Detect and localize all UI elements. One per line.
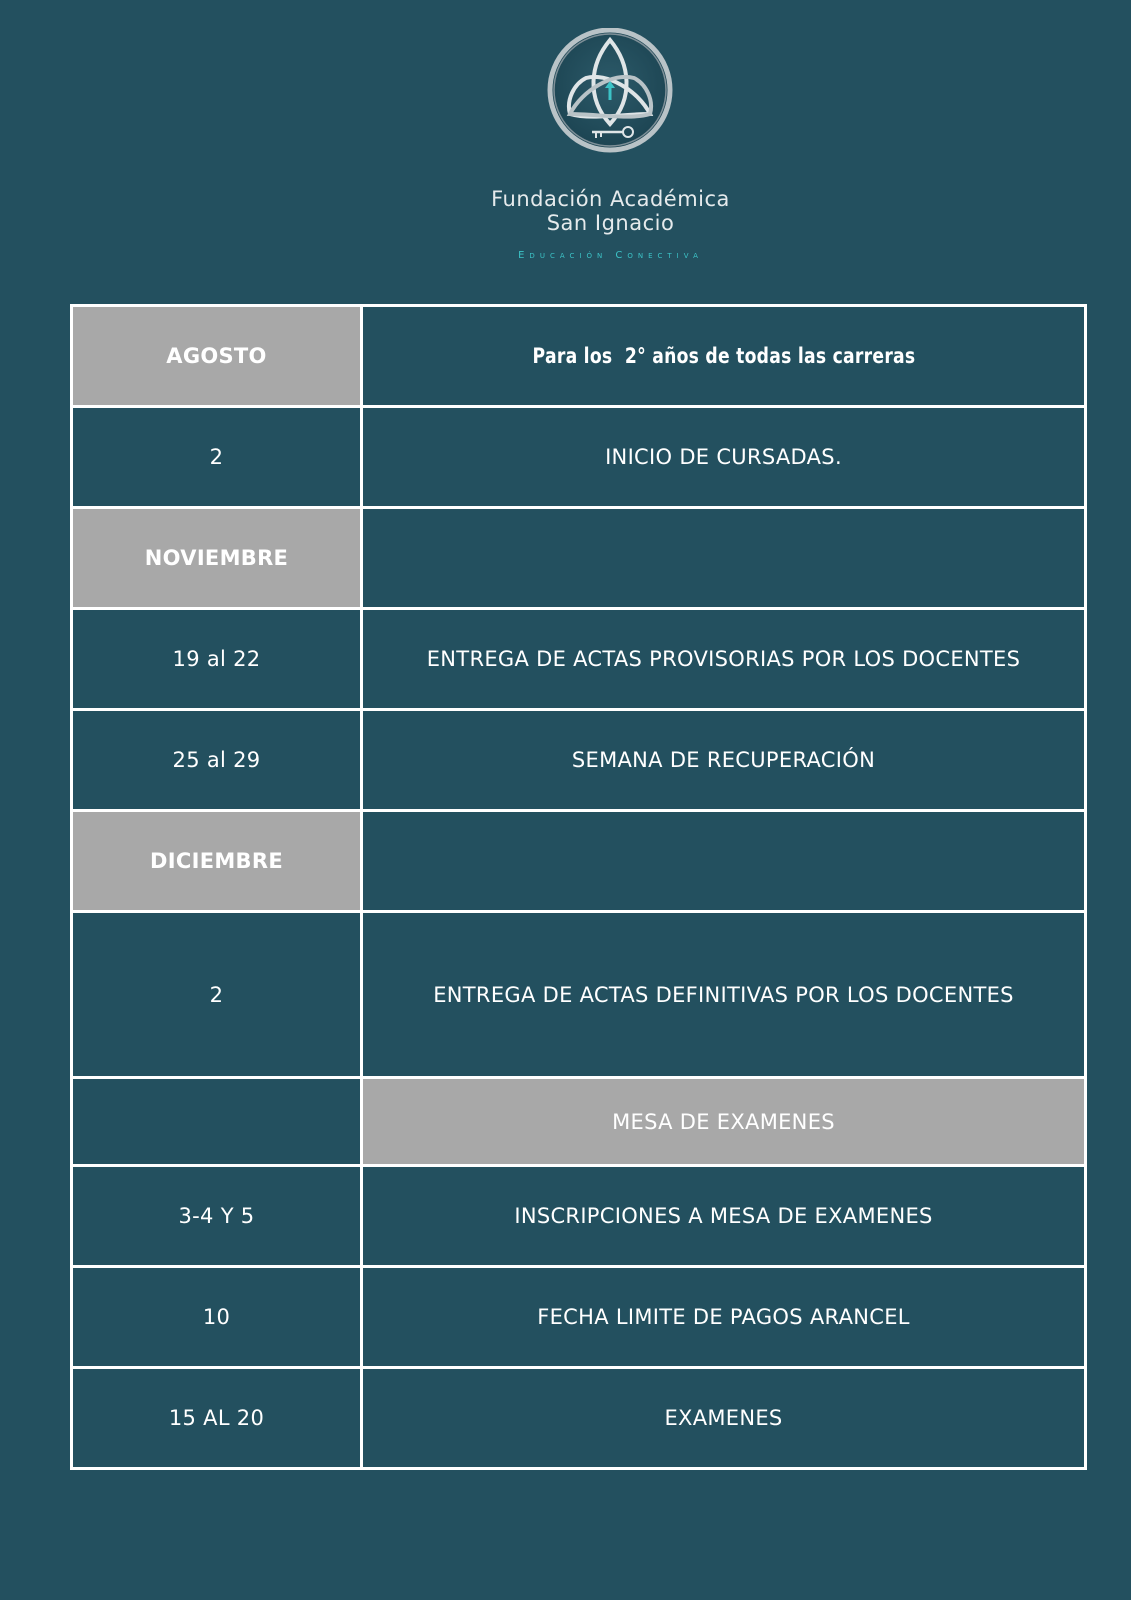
event-cell-empty: [362, 508, 1086, 609]
section-header-mesa-de-examenes: MESA DE EXAMENES: [362, 1078, 1086, 1166]
date-cell: 3-4 Y 5: [72, 1166, 362, 1267]
table-row-diciembre: [72, 811, 1086, 912]
table-row-agosto: [72, 306, 1086, 407]
event-cell-empty: [362, 811, 1086, 912]
table-row-noviembre: [72, 508, 1086, 609]
date-cell: 2: [72, 407, 362, 508]
organization-name-line1: Fundación Académica: [491, 187, 730, 211]
event-cell: SEMANA DE RECUPERACIÓN: [362, 710, 1086, 811]
event-cell: ENTREGA DE ACTAS PROVISORIAS POR LOS DOCENTES: [362, 609, 1086, 710]
event-cell: EXAMENES: [362, 1368, 1086, 1469]
month-cell-noviembre: NOVIEMBRE: [72, 508, 362, 609]
date-cell: 25 al 29: [72, 710, 362, 811]
event-cell: ENTREGA DE ACTAS DEFINITIVAS POR LOS DOCENTES: [362, 912, 1086, 1078]
table-heading-text: Para los 2° años de todas las carreras: [532, 343, 915, 368]
table-row: [72, 1368, 1086, 1469]
table-row: [72, 710, 1086, 811]
table-row: [72, 407, 1086, 508]
table-heading: [427, 306, 1021, 407]
date-cell: 10: [72, 1267, 362, 1368]
table-row: [72, 609, 1086, 710]
table-row: [72, 1166, 1086, 1267]
event-cell: INSCRIPCIONES A MESA DE EXAMENES: [362, 1166, 1086, 1267]
tagline: Educación Conectiva: [518, 250, 703, 261]
date-cell: 2: [72, 912, 362, 1078]
academic-calendar-table: [70, 304, 1087, 1470]
event-cell: FECHA LIMITE DE PAGOS ARANCEL: [362, 1267, 1086, 1368]
event-cell: INICIO DE CURSADAS.: [362, 407, 1086, 508]
table-row: [72, 1267, 1086, 1368]
date-cell: 15 AL 20: [72, 1368, 362, 1469]
date-cell: 19 al 22: [72, 609, 362, 710]
table-row-section: [72, 1078, 1086, 1166]
date-cell-empty: [72, 1078, 362, 1166]
month-cell-diciembre: DICIEMBRE: [72, 811, 362, 912]
table-row: [72, 912, 1086, 1078]
celtic-trinity-key-logo: [546, 28, 674, 156]
page-header: [0, 0, 1131, 300]
month-cell-agosto: AGOSTO: [72, 306, 362, 407]
organization-name-line2: San Ignacio: [546, 211, 675, 235]
